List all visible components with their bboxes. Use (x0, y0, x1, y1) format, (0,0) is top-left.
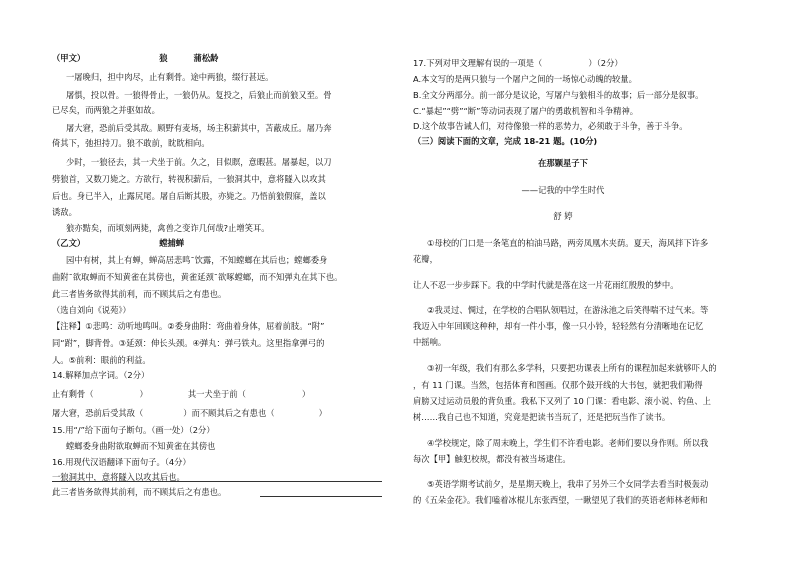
q15-sentence[interactable]: 螳螂委身曲附欲取蝉而不知黄雀在其傍也 (66, 441, 216, 451)
jia-line-8: 后也。身已半入，止露尻尾。屠自后断其股，亦毙之。乃悟前狼假寐，盖以 (52, 191, 326, 201)
jia-title: 狼 (159, 53, 168, 63)
jia-line-10: 狼亦黠矣，而顷刻两毙，禽兽之变诈几何哉?止增笑耳。 (66, 223, 270, 233)
p4-line-2: 每次【甲】触犯校规，都没有被当场逮住。 (413, 454, 571, 464)
q16-stem: 16.用现代汉语翻译下面句子。（4分） (52, 457, 191, 467)
yi-line-3: 此三者皆务欲得其前利，而不顾其后之有患也。 (52, 289, 227, 299)
p5-line-1: ⑤英语学期考试前夕，是星期天晚上，我串了另外三个女同学去看当时极轰动 (427, 479, 709, 489)
q15-stem: 15.用“/”给下面句子断句。（画一处）（2分） (52, 425, 215, 435)
q17-option-c[interactable]: C.“暴起”“劈”“断”等动词表现了屠户的勇敢机智和斗争精神。 (413, 106, 639, 116)
section-3-heading: （三）阅读下面的文章，完成 18-21 题。(10分) (413, 136, 598, 146)
note-line-2: 同“跗”，脚背骨。③延颈：伸长头颈。④弹丸：弹弓铁丸。这里指拿弹弓的 (52, 338, 325, 348)
jia-line-2: 屠惧，投以骨。一狼得骨止，一狼仍从。复投之，后狼止而前狼又至。骨 (66, 90, 332, 100)
jia-line-1: 一屠晚归，担中肉尽，止有剩骨。途中两狼，缀行甚远。 (66, 72, 274, 82)
p2-line-3: 中摇响。 (413, 337, 447, 347)
p2-line-2: 我迈入中年回顾这种种，却有一件小事，像一只小铃，轻轻然有分清晰地在记忆 (413, 321, 704, 331)
jia-heading (52, 53, 218, 63)
jia-line-5: 倚其下，弛担持刀。狼不敢前，眈眈相向。 (52, 138, 210, 148)
p5-line-2: 的《五朵金花》。我们嗑着冰棍儿东张西望，一瞅望见了我们的英语老师林老师和 (413, 495, 708, 505)
jia-line-4: 屠大窘，恐前后受其敌。顾野有麦场，场主积薪其中，苫蔽成丘。屠乃奔 (66, 123, 332, 133)
note-line-3: 人。⑤前利：眼前的利益。 (52, 355, 151, 365)
yi-line-1: 园中有树，其上有蝉，蝉高居悲鸣ˉ饮露，不知螳螂在其后也；螳螂委身 (66, 255, 328, 265)
q14-stem: 14.解释加点字词。（2分） (52, 370, 150, 380)
article-title: 在那颗星子下 (538, 158, 588, 168)
q16-answer-line-1[interactable] (52, 481, 382, 482)
p2-line-1: ②我灵过、惆过，在学校的合唱队领唱过，在游泳池之后笑得喘不过气来。等 (427, 305, 709, 315)
q17-option-d[interactable]: D.这个故事告诫人们，对待像狼一样的恶势力，必须敢于斗争，善于斗争。 (413, 121, 688, 131)
p3-line-3: 肩膀又过运动员般的背负重。我私下又列了 10 门课：看电影、滚小说、钓鱼、上 (413, 396, 711, 406)
p1-line-1: ①母校的门口是一条笔直的柏油马路，两旁凤凰木夹荫。夏天，海风拌下许多 (427, 238, 709, 248)
jia-line-7: 劈狼首，又数刀毙之。方欲行，转视积薪后，一狼洞其中，意将隧入以攻其 (52, 174, 326, 184)
q17-stem: 17.下列对甲文理解有误的一项是（ ）（2分） (413, 58, 623, 68)
q16-sentence-2: 此三者皆务欲得其前利，而不顾其后之有患也。 (52, 487, 227, 497)
q17-option-a[interactable]: A.本文写的是两只狼与一个屠户之间的一场惊心动魄的较量。 (413, 74, 637, 84)
jia-line-3: 已尽矣，而两狼之并驱如故。 (52, 105, 160, 115)
yi-heading (52, 238, 184, 248)
yi-source: （选自刘向《说苑》） (52, 305, 131, 315)
p3-line-4: 树……我自己也不知道，究竟是把读书当玩了，还是把玩当作了读书。 (413, 412, 671, 422)
q16-answer-line-2[interactable] (260, 496, 382, 497)
yi-label: （乙文） (52, 238, 86, 248)
jia-author: 蒲松龄 (193, 53, 219, 63)
article-subtitle: ——记我的中学生时代 (521, 185, 605, 195)
q14-row-1: 止有剩骨（ ） 其一犬坐于前（ ） (52, 389, 311, 399)
p1-line-3: 让人不忍一步步踩下。我的中学时代就是落在这一片花雨红殷殷的梦中。 (413, 280, 679, 290)
p1-line-2: 花瓣， (413, 254, 438, 264)
article-author: 舒 婷 (553, 211, 573, 221)
q17-option-b[interactable]: B.全文分两部分。前一部分是议论，写屠户与狼相斗的故事；后一部分是叙事。 (413, 90, 704, 100)
yi-line-2: 曲附ˉ欲取蝉而不知黄雀在其傍也，黄雀延颈ˉ欲啄螳螂，而不知弹丸在其下也。 (52, 272, 343, 282)
jia-label: （甲文） (52, 53, 86, 63)
yi-title: 螳捕蝉 (159, 238, 185, 248)
note-line-1: 【注释】①悲鸣：动听地鸣叫。②委身曲附：弯曲着身体，屈着前肢。“附” (52, 321, 325, 331)
p3-line-1: ③初一年级，我们有那么多学科，只要把功课表上所有的课程加起来就够吓人的 (427, 363, 717, 373)
q14-row-2: 屠大窘，恐前后受其敌（ ）而不顾其后之有患也（ ） (52, 408, 327, 418)
p3-line-2: ，有 11 门课。当然，包括体育和图画。仅那个鼓开线的大书包，就把我们勒得 (413, 380, 703, 390)
p4-line-1: ④学校规定，除了周末晚上，学生们不许看电影。老师们要以身作则。所以我 (427, 438, 709, 448)
jia-line-6: 少时，一狼径去，其一犬坐于前。久之，目似瞑，意暇甚。屠暴起，以刀 (66, 157, 332, 167)
jia-line-9: 诱敌。 (52, 207, 77, 217)
q16-sentence-1: 一狼洞其中，意将隧入以攻其后也。 (52, 472, 185, 482)
